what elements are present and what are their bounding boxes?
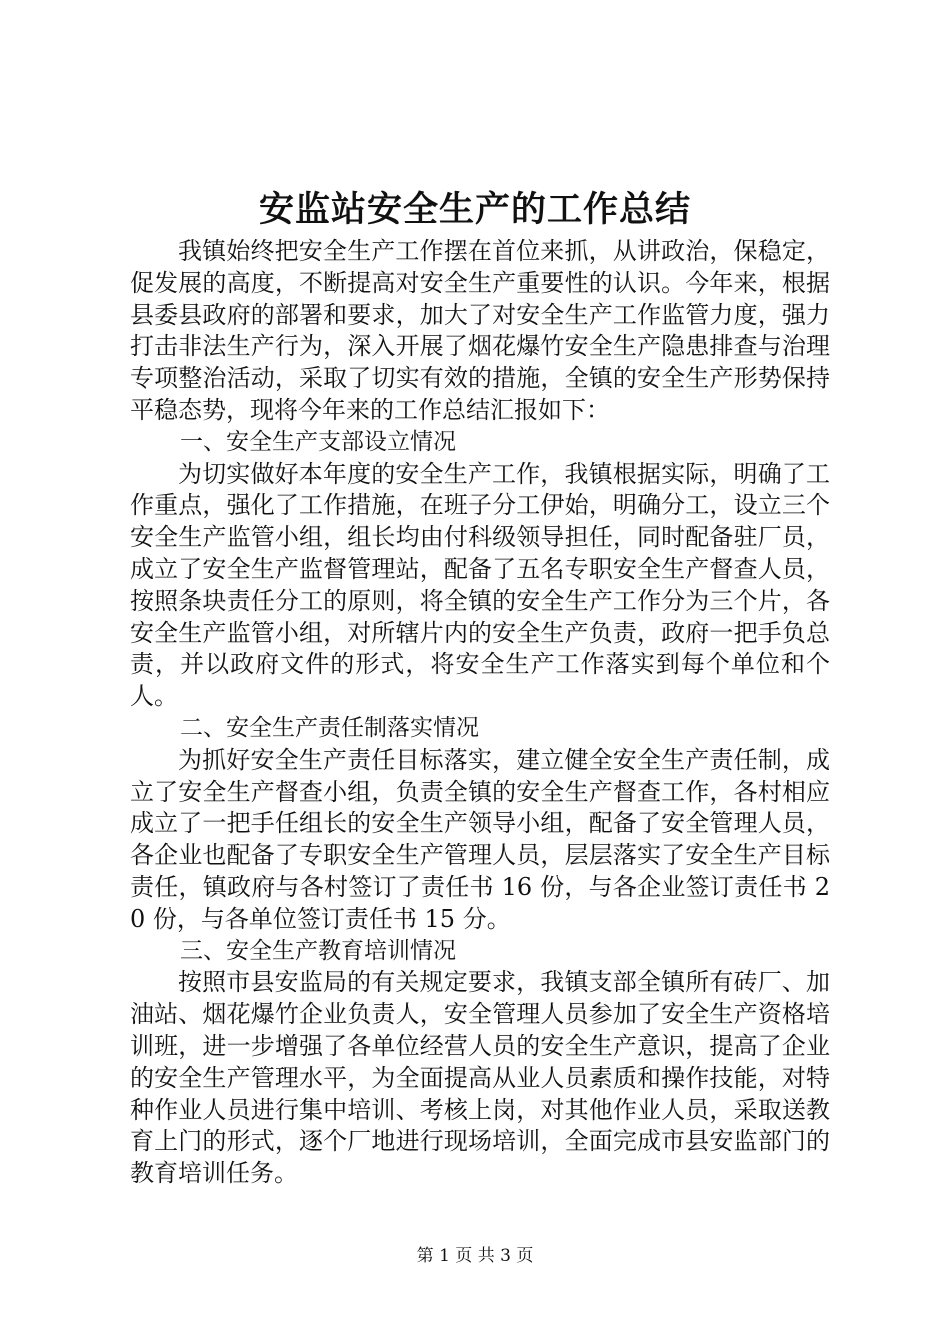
- section-paragraph-1: 为切实做好本年度的安全生产工作，我镇根据实际，明确了工作重点，强化了工作措施，在班子分工伊始，明确分工，设立三个安全生产监管小组，组长均由付科级领导担任，同时配备驻厂员，成立了安全生产监督管理站，配备了五名专职安全生产督查人员，按照条块责任分工的原则，将全镇的安全生产工作分为三个片，各安全生产监管小组，对所辖片内的安全生产负责，政府一把手负总责，并以政府文件的形式，将安全生产工作落实到每个单位和个人。: [130, 459, 830, 711]
- section-heading-2: 二、安全生产责任制落实情况: [180, 714, 479, 741]
- section-heading-3: 三、安全生产教育培训情况: [180, 937, 456, 964]
- section-heading-1: 一、安全生产支部设立情况: [180, 428, 456, 455]
- intro-paragraph: 我镇始终把安全生产工作摆在首位来抓，从讲政治，保稳定，促发展的高度，不断提高对安全生产重要性的认识。今年来，根据县委县政府的部署和要求，加大了对安全生产工作监管力度，强力打击非法生产行为，深入开展了烟花爆竹安全生产隐患排查与治理专项整治活动，采取了切实有效的措施，全镇的安全生产形势保持平稳态势，现将今年来的工作总结汇报如下：: [130, 237, 830, 424]
- section-paragraph-2: 为抓好安全生产责任目标落实，建立健全安全生产责任制，成立了安全生产督查小组，负责全镇的安全生产督查工作，各村相应成立了一把手任组长的安全生产领导小组，配备了安全管理人员，各企业也配备了专职安全生产管理人员，层层落实了安全生产目标责任，镇政府与各村签订了责任书 16 份，与各企业签订责任书 20 份，与各单位签订责任书 15 分。: [130, 745, 830, 933]
- page-footer: 第 1 页 共 3 页: [416, 1246, 534, 1266]
- document-body: [130, 236, 830, 1190]
- section-paragraph-3: 按照市县安监局的有关规定要求，我镇支部全镇所有砖厂、加油站、烟花爆竹企业负责人，安全管理人员参加了安全生产资格培训班，进一步增强了各单位经营人员的安全生产意识，提高了企业的安全生产管理水平，为全面提高从业人员素质和操作技能，对特种作业人员进行集中培训、考核上岗，对其他作业人员，采取送教育上门的形式，逐个厂地进行现场培训，全面完成市县安监部门的教育培训任务。: [130, 968, 830, 1188]
- document-title: 安监站安全生产的工作总结: [258, 189, 691, 230]
